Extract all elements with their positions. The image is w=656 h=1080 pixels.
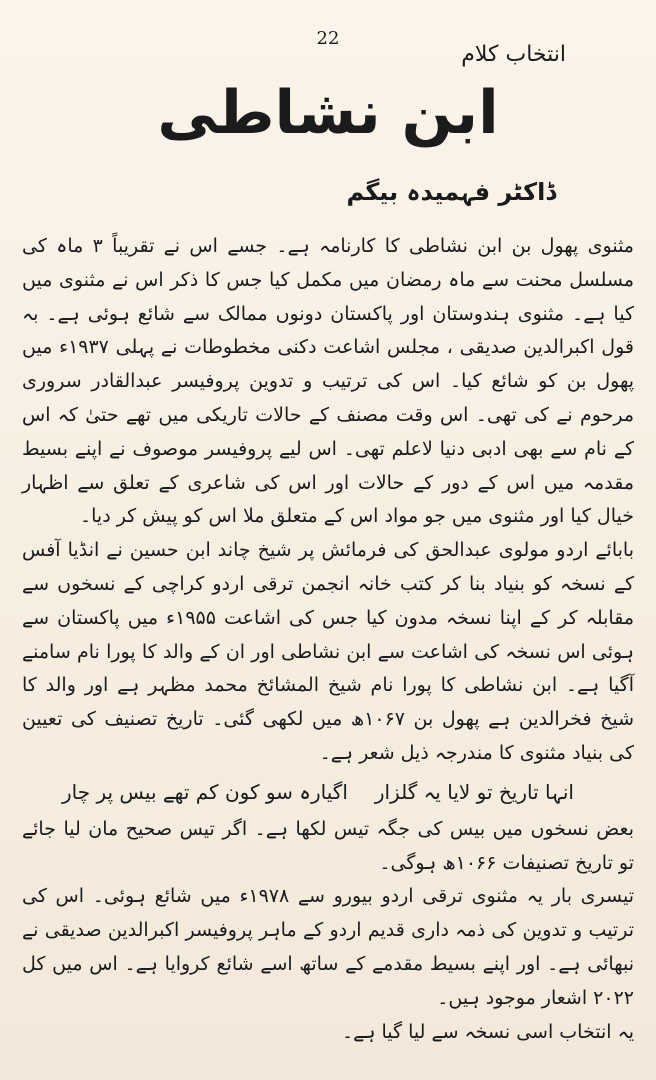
verse-couplet (22, 773, 634, 811)
page-number: 22 (316, 28, 340, 49)
verse-first-line: انہا تاریخ تو لایا یہ گلزار (374, 779, 574, 804)
paragraph-3: بعض نسخوں میں بیس کی جگہ تیس لکھا ہے۔ اگر تیس صحیح مان لیا جائے تو تاریخ تصنیفات ۱۰۶۶ھ ہوگی۔ (22, 817, 634, 874)
author-name: ڈاکٹر فہمیدہ بیگم (346, 178, 556, 206)
paragraph-4: تیسری بار یہ مثنوی ترقی اردو بیورو سے ۱۹۷۸ء میں شائع ہوئی۔ اس کی ترتیب و تدوین کی ذمہ داری قدیم اردو کے ماہر پروفیسر اکبرالدین صدیقی نے نبھائی ہے۔ اور اپنے بسیط مقدمے کے ساتھ اسے شائع کروایا ہے۔ اس میں کل ۲۰۲۲ اشعار موجود ہیں۔ (22, 885, 634, 1009)
running-header: انتخاب کلام (461, 42, 566, 67)
paragraph-5: یہ انتخاب اسی نسخہ سے لیا گیا ہے۔ (342, 1020, 634, 1043)
verse-second-line: اگیارہ سو کون کم تھے بیس پر چار (62, 779, 348, 804)
paragraph-2: بابائے اردو مولوی عبدالحق کی فرمائش پر شیخ چاند ابن حسین نے انڈیا آفس کے نسخہ کو بنیاد بنا کر کتب خانہ انجمن ترقی اردو کراچی کے نسخوں سے مقابلہ کر کے اپنا نسخہ مدون کیا جس کی اشاعت ۱۹۵۵ء میں پاکستان سے ہوئی اس نسخہ کی اشاعت سے ابن نشاطی اور ان کے والد کا پورا نام سامنے آگیا ہے۔ ابن نشاطی کا پورا نام شیخ المشائخ محمد مظہر ہے اور والد کا شیخ فخرالدین ہے پھول بن ۱۰۶۷ھ میں لکھی گئی۔ تاریخ تصنیف کی تعیین کی بنیاد مثنوی کا مندرجہ ذیل شعر ہے۔ (22, 539, 635, 764)
body-text (22, 230, 634, 1049)
page-title: ابن نشاطی (157, 78, 499, 148)
paragraph-1: مثنوی پھول بن ابن نشاطی کا کارنامہ ہے۔ جسے اس نے تقریباً ۳ ماہ کی مسلسل محنت سے ماہ رمضان میں مکمل کیا جس کا ذکر اس نے مثنوی میں کیا ہے۔ مثنوی ہندوستان اور پاکستان دونوں ممالک سے شائع ہوئی ہے۔ بہ قول اکبرالدین صدیقی ، مجلس اشاعت دکنی مخطوطات نے پہلی ۱۹۳۷ء میں پھول بن کو شائع کیا۔ اس کی ترتیب و تدوین پروفیسر عبدالقادر سروری مرحوم نے کی تھی۔ اس وقت مصنف کے حالات تاریکی میں تھے حتیٰ کہ اس کے نام سے بھی ادبی دنیا لاعلم تھی۔ اس لیے پروفیسر موصوف نے اپنے بسیط مقدمہ میں اس کے دور کے حالات اور اس کی شاعری کے تعلق سے اظہار خیال کیا اور مثنوی میں جو مواد اس کے متعلق ملا اس کو پیش کر دیا۔ (22, 235, 634, 528)
